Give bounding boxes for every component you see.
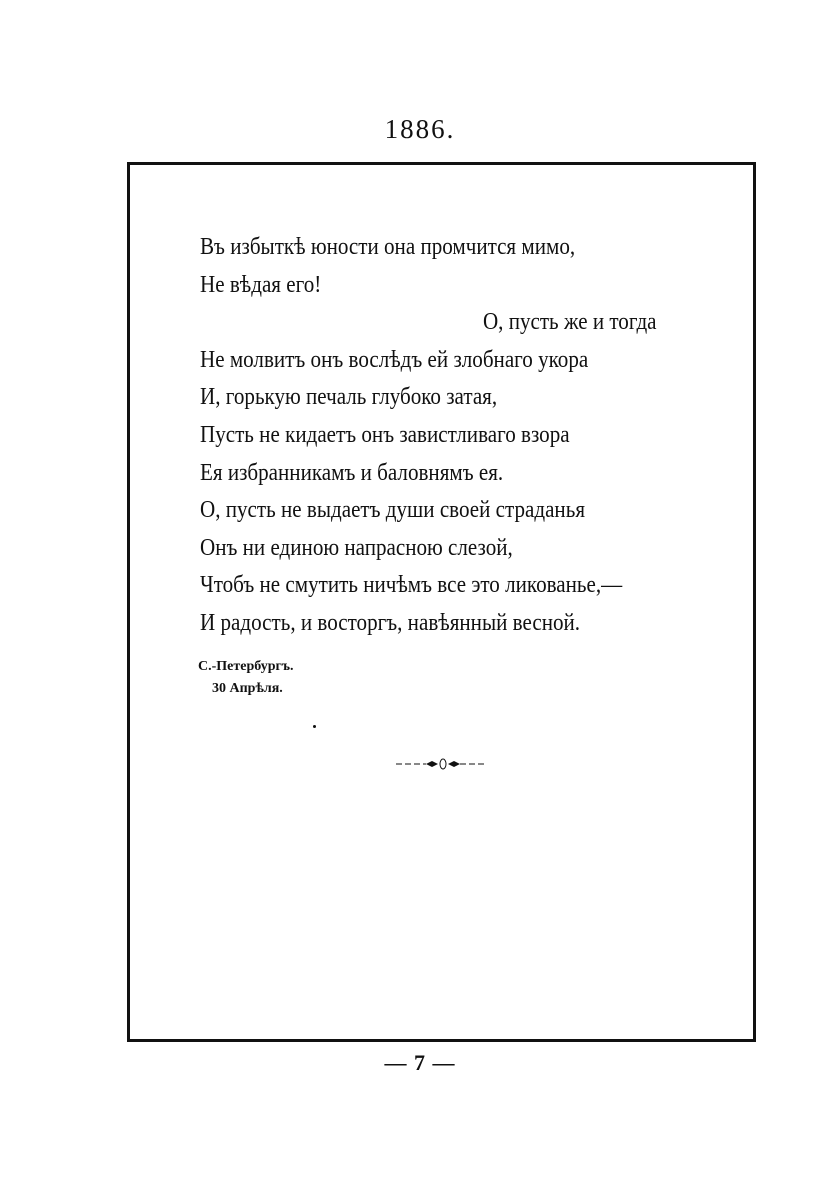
page-number: — 7 — [384, 1050, 456, 1075]
poem-line: Чтобъ не смутить ничѣмъ все это ликованье,— [200, 571, 623, 599]
poem-line: Не молвитъ онъ вослѣдъ ей злобнаго укора [200, 345, 589, 373]
signature-date: 30 Апрѣля. [212, 681, 283, 696]
page-year-heading: 1886. [384, 114, 456, 144]
poem-line: О, пусть же и тогда [482, 308, 657, 336]
poem-line: Не вѣдая его! [200, 270, 322, 298]
poem-line: О, пусть не выдаетъ души своей страданья [200, 496, 586, 524]
poem-line: Пусть не кидаетъ онъ завистливаго взора [200, 420, 570, 448]
poem-text [200, 228, 700, 642]
poem-line: И, горькую печаль глубоко затая, [200, 383, 498, 411]
poem-line: Въ избыткѣ юности она промчится мимо, [200, 233, 576, 260]
poem-line: Ея избранникамъ и баловнямъ ея. [200, 458, 504, 486]
signature-block [198, 656, 294, 700]
poem-line: И радость, и восторгъ, навѣянный весной. [200, 608, 581, 636]
poem-line: Онъ ни единою напрасною слезой, [200, 533, 513, 561]
ornament-divider-icon [396, 756, 486, 772]
stray-dot-mark [313, 725, 316, 728]
signature-place: С.-Петербургъ. [198, 659, 294, 674]
